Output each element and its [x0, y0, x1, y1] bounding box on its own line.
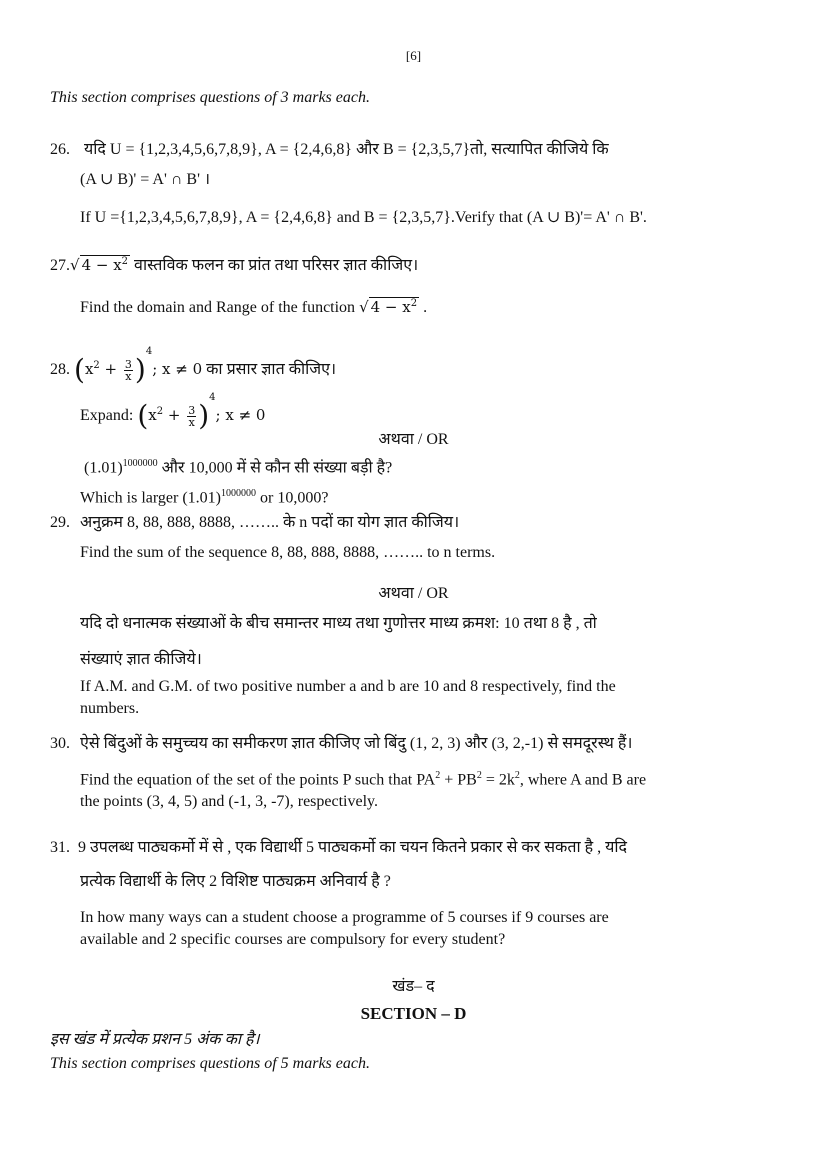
q27-number: 27.	[50, 257, 70, 274]
q27-hindi: 27.√ $4 - x^2$ वास्तविक फलन का प्रांत तथा परिसर ज्ञात कीजिए।	[50, 256, 419, 274]
q29-alt-english-2: numbers.	[80, 700, 140, 717]
q26-number: 26.	[50, 141, 70, 158]
q31-number: 31.	[50, 839, 70, 856]
q31-hindi-1: 9 उपलब्ध पाठ्यकर्मो में से , एक विद्यार्थी 5 पाठ्यकर्मो का चयन कितने प्रकार से कर सकता है , यदि	[78, 839, 628, 856]
q31-english-1: In how many ways can a student choose a programme of 5 courses if 9 courses are	[80, 909, 609, 926]
q27-english-text: Find the domain and Range of the function	[80, 299, 360, 316]
q30-english-2: the points (3, 4, 5) and (-1, 3, -7), respectively.	[80, 793, 378, 810]
q27-english: Find the domain and Range of the function √ $4 - x^2$ .	[80, 298, 428, 316]
q29-english: Find the sum of the sequence 8, 88, 888, 8888, …….. to n terms.	[80, 544, 496, 561]
q30-number: 30.	[50, 735, 70, 752]
q26-hindi-line2: (A ∪ B)' = A' ∩ B' ।	[80, 171, 211, 188]
q31-english-2: available and 2 specific courses are compulsory for every student?	[80, 931, 506, 948]
section-d-hindi-intro: इस खंड में प्रत्येक प्रशन 5 अंक का है।	[50, 1031, 260, 1048]
q29-or: अथवा / OR	[378, 585, 449, 602]
q28-alt-hindi: $(1.01)^{1000000}$ और 10,000 में से कौन सी संख्या बड़ी है?	[84, 458, 393, 477]
q30-hindi: ऐसे बिंदुओं के समुच्चय का समीकरण ज्ञात कीजिए जो बिंदु (1, 2, 3) और (3, 2,-1) से समदूरस्थ हैं।	[80, 735, 633, 752]
q31-hindi-2: प्रत्येक विद्यार्थी के लिए 2 विशिष्ट पाठ्यक्रम अनिवार्य है ?	[80, 873, 391, 890]
q29-hindi: अनुक्रम 8, 88, 888, 8888, …….. के n पदों का योग ज्ञात कीजिय।	[80, 514, 460, 531]
q29-alt-hindi-2: संख्याएं ज्ञात कीजिये।	[80, 651, 202, 668]
q29-number: 29.	[50, 514, 70, 531]
section-d-hindi-title: खंड– द	[392, 978, 435, 995]
q30-english-1: Find the equation of the set of the points P such that $PA^2 + PB^2 = 2k^2$, where A and B are	[80, 770, 647, 789]
q28-expression-en: ($x^2$ + $\frac{3}{x}$ )$^4$; x ≠ 0	[137, 392, 266, 433]
q27-hindi-text: वास्तविक फलन का प्रांत तथा परिसर ज्ञात कीजिए।	[130, 257, 419, 274]
section-d-title: SECTION – D	[360, 1004, 467, 1023]
q28-hindi	[50, 346, 336, 387]
q28-alt-english: Which is larger $(1.01)^{1000000}$ or 10,000?	[80, 488, 329, 507]
section-d-english-intro: This section comprises questions of 5 marks each.	[50, 1055, 370, 1072]
q26-hindi-line1: यदि U = {1,2,3,4,5,6,7,8,9}, A = {2,4,6,8} और B = {2,3,5,7}तो, सत्यापित कीजिये कि	[84, 141, 609, 158]
q28-english	[80, 392, 265, 433]
q29-alt-hindi-1: यदि दो धनात्मक संख्याओं के बीच समान्तर माध्य तथा गुणोत्तर माध्य क्रमश: 10 तथा 8 है , तो	[80, 615, 597, 632]
q26-english: If U ={1,2,3,4,5,6,7,8,9}, A = {2,4,6,8} and B = {2,3,5,7}.Verify that (A ∪ B)'= A' ∩ B'.	[80, 209, 647, 226]
page-number: [6]	[405, 48, 422, 63]
q28-expression: ($x^2$ + $\frac{3}{x}$ )$^4$; x ≠ 0	[74, 346, 203, 387]
q28-number: 28.	[50, 361, 70, 378]
q28-expand-label: Expand:	[80, 407, 138, 424]
q27-sqrt-expression: $4 - x^2$	[81, 256, 129, 274]
q28-or: अथवा / OR	[378, 431, 449, 448]
q28-hindi-text: का प्रसार ज्ञात कीजिए।	[202, 361, 337, 378]
q29-alt-english-1: If A.M. and G.M. of two positive number a and b are 10 and 8 respectively, find the	[80, 678, 616, 695]
section-c-intro: This section comprises questions of 3 marks each.	[50, 89, 370, 106]
q27-sqrt-expression-en: $4 - x^2$	[370, 298, 418, 316]
